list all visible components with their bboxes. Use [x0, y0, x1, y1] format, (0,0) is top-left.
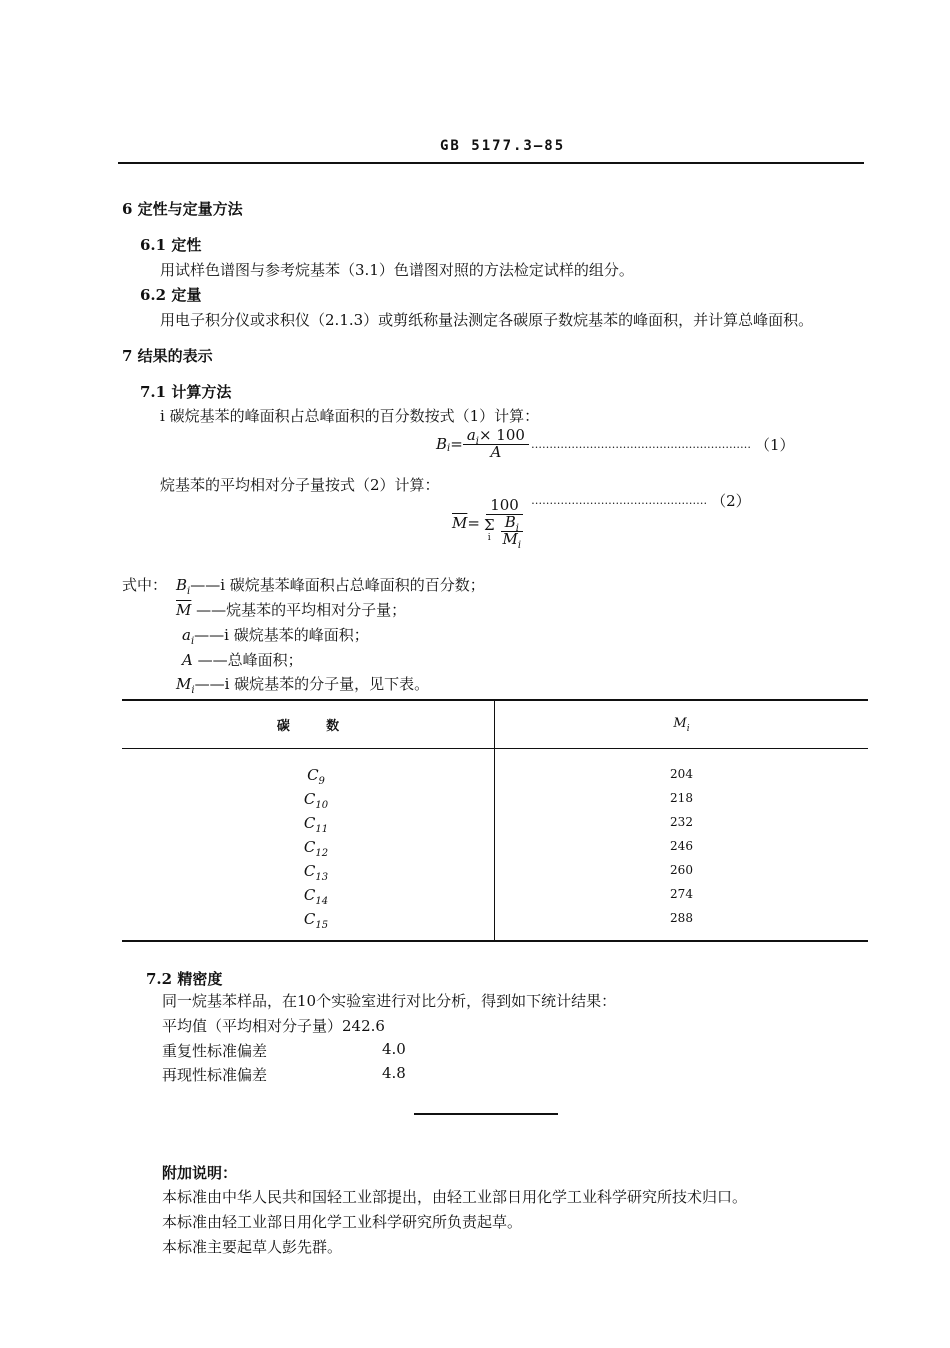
- eq2-inner-fraction: [499, 512, 526, 551]
- section-6-title: 6 定性与定量方法: [122, 200, 243, 218]
- eq1-leader: ……………………………………………………: [530, 437, 751, 451]
- eq1-num-sub: i: [475, 436, 479, 447]
- table-row-carbon: [122, 838, 510, 859]
- section-7-2-intro: 同一烷基苯样品，在10个实验室进行对比分析，得到如下统计结果：: [162, 992, 617, 1010]
- carbon-symbol: C: [303, 910, 316, 928]
- table-bottom-rule: [122, 940, 868, 942]
- section-7-2-title: 7.2 精密度: [146, 970, 223, 988]
- table-header-carbon: 碳 数: [276, 719, 340, 734]
- def-symbol: B: [176, 576, 188, 594]
- carbon-number: 15: [315, 920, 329, 931]
- def-text: ——i 碳烷基苯峰面积占总峰面积的百分数；: [190, 576, 485, 594]
- notes-title: 附加说明：: [162, 1164, 238, 1182]
- carbon-number: 11: [315, 824, 329, 835]
- equation-2: [452, 492, 751, 551]
- eq2-number: （2）: [711, 492, 751, 511]
- def-text: ——i 碳烷基苯的分子量，见下表。: [194, 675, 430, 693]
- eq2-fraction: [480, 496, 529, 551]
- eq2-num: 100: [486, 498, 523, 515]
- carbon-symbol: C: [307, 766, 319, 784]
- where-label: 式中：: [122, 576, 168, 594]
- repeatability-label: 重复性标准偏差: [162, 1042, 268, 1060]
- table-row-carbon: [122, 766, 510, 787]
- table-row-mi: 260: [670, 863, 693, 877]
- eq1-den: A: [490, 442, 502, 461]
- carbon-number: 14: [315, 896, 329, 907]
- def-symbol-sub: i: [190, 636, 195, 647]
- section-7-1-title: 7.1 计算方法: [140, 383, 232, 401]
- header-rule: [118, 162, 864, 164]
- def-symbol: A: [182, 651, 193, 669]
- eq2-inner-den: M: [502, 529, 518, 548]
- table-row-mi: 218: [670, 791, 693, 805]
- standard-code: GB 5177.3—85: [440, 138, 566, 154]
- notes-line: 本标准主要起草人彭先群。: [162, 1238, 343, 1256]
- def-row: [176, 673, 429, 694]
- eq2-sigma-sub: i: [487, 533, 491, 544]
- eq1-num-a: a: [466, 426, 476, 444]
- reproducibility-value: 4.8: [382, 1064, 406, 1082]
- notes-line: 本标准由轻工业部日用化学工业科学研究所负责起草。: [162, 1213, 523, 1231]
- section-7-1-intro: i 碳烷基苯的峰面积占总峰面积的百分数按式（1）计算：: [160, 407, 540, 425]
- section-7-title: 7 结果的表示: [122, 347, 213, 365]
- equation-1: [436, 428, 794, 461]
- def-row: [176, 574, 485, 595]
- eq2-inner-den-sub: i: [517, 539, 522, 551]
- carbon-symbol: C: [303, 886, 316, 904]
- carbon-symbol: C: [303, 814, 316, 832]
- notes-line: 本标准由中华人民共和国轻工业部提出，由轻工业部日用化学工业科学研究所技术归口。: [162, 1188, 748, 1206]
- def-symbol: $\overline{M}$: [176, 601, 192, 619]
- def-row: [176, 599, 406, 620]
- table-header-mi: [495, 713, 868, 734]
- eq2-sigma: Σ: [483, 516, 495, 535]
- def-row: [182, 649, 303, 670]
- def-symbol-sub: i: [191, 685, 195, 696]
- table-header-rule: [122, 748, 868, 749]
- mi-symbol-sub: i: [686, 724, 690, 734]
- carbon-number: 9: [318, 776, 325, 787]
- mi-symbol: M: [673, 716, 687, 731]
- eq1-fraction: [463, 428, 529, 461]
- carbon-number: 13: [315, 872, 329, 883]
- repeatability-value: 4.0: [382, 1040, 406, 1058]
- table-top-rule: [122, 699, 868, 701]
- def-symbol-sub: i: [187, 586, 191, 597]
- def-text: ——烷基苯的平均相对分子量；: [191, 601, 407, 619]
- eq2-inner-num-sub: i: [515, 522, 519, 534]
- eq2-equals: =: [467, 513, 480, 532]
- carbon-symbol: C: [303, 862, 316, 880]
- table-row-mi: 246: [670, 839, 693, 853]
- carbon-number: 10: [315, 800, 329, 811]
- eq1-lhs: B: [436, 435, 448, 454]
- section-6-1-body: 用试样色谱图与参考烷基苯（3.1）色谱图对照的方法检定试样的组分。: [160, 261, 634, 279]
- eq1-number: （1）: [754, 435, 795, 454]
- table-row-carbon: [122, 862, 510, 883]
- table-row-mi: 232: [670, 815, 693, 829]
- section-6-2-title: 6.2 定量: [140, 286, 202, 304]
- carbon-symbol: C: [303, 838, 316, 856]
- eq2-lhs: $\overline{M}$: [452, 513, 468, 532]
- section-6-2-body: 用电子积分仪或求积仪（2.1.3）或剪纸称量法测定各碳原子数烷基苯的峰面积，并计算总峰面积。: [160, 311, 814, 329]
- reproducibility-label: 再现性标准偏差: [162, 1066, 268, 1084]
- def-text: ——i 碳烷基苯的峰面积；: [194, 626, 369, 644]
- carbon-symbol: C: [303, 790, 316, 808]
- eq1-num-rest: × 100: [478, 426, 525, 444]
- table-row-carbon: [122, 886, 510, 907]
- table-row-carbon: [122, 814, 510, 835]
- def-symbol: a: [182, 626, 191, 644]
- table-row-mi: 274: [670, 887, 693, 901]
- table-row-carbon: [122, 910, 510, 931]
- carbon-number: 12: [315, 848, 329, 859]
- def-symbol: M: [176, 675, 192, 693]
- table-row-mi: 288: [670, 911, 693, 925]
- section-6-1-title: 6.1 定性: [140, 236, 202, 254]
- eq1-equals: =: [450, 435, 463, 454]
- def-row: [182, 624, 369, 645]
- section-7-1-intro-2: 烷基苯的平均相对分子量按式（2）计算：: [160, 476, 440, 494]
- table-row-mi: 204: [670, 767, 693, 781]
- eq1-lhs-sub: i: [447, 442, 451, 454]
- end-rule: [414, 1113, 558, 1115]
- def-text: ——总峰面积；: [192, 651, 303, 669]
- table-row-carbon: [122, 790, 510, 811]
- precision-mean: 平均值（平均相对分子量）242.6: [162, 1017, 385, 1035]
- eq2-inner-num: B: [504, 512, 516, 531]
- eq2-leader: …………………………………………: [531, 494, 708, 508]
